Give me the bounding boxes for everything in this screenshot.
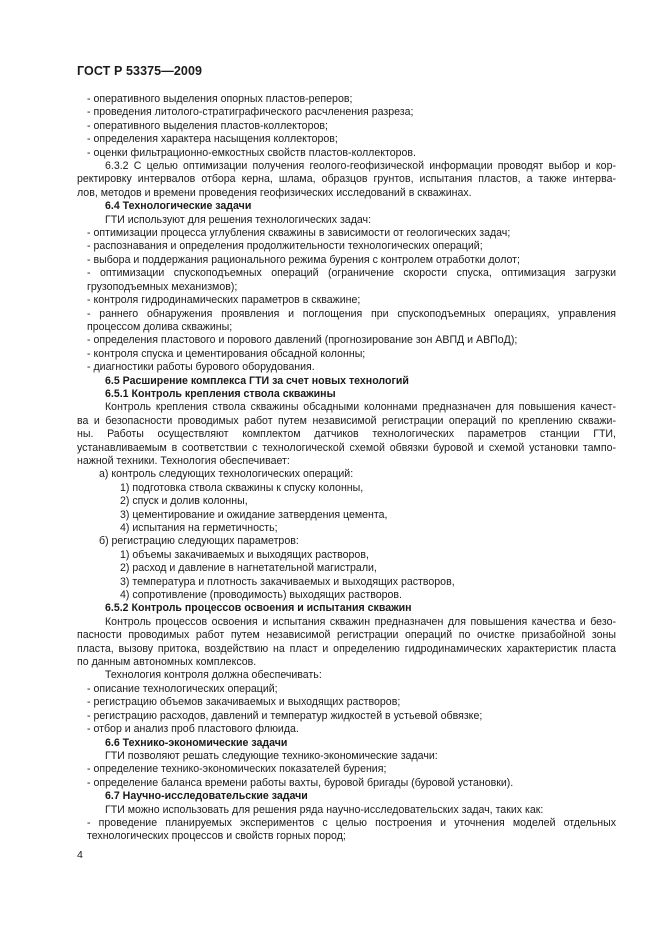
list-item: 1) подготовка ствола скважины к спуску колонны, <box>120 481 364 494</box>
text-line: технологических процессов и свойств горных пород; <box>87 830 346 843</box>
text-line: ГТИ позволяют решать следующие технико-экономические задачи: <box>105 749 438 762</box>
list-item: 2) спуск и долив колонны, <box>120 495 248 508</box>
text-line: - отбор и анализ проб пластового флюида. <box>87 723 299 736</box>
text-line: ГТИ можно использовать для решения ряда научно-исследовательских задач, таких как: <box>105 803 544 816</box>
text-line: - оперативного выделения пластов-коллекторов; <box>87 119 328 132</box>
list-item: 4) сопротивление (проводимость) выходящих растворов. <box>120 589 402 602</box>
list-item: 2) расход и давление в нагнетательной магистрали, <box>120 562 377 575</box>
page-number: 4 <box>77 849 83 861</box>
section-heading: 6.5 Расширение комплекса ГТИ за счет новых технологий <box>105 374 409 387</box>
text-line: пасности проводимых работ путем независимой регистрации операций по очистке призабойной зоны <box>77 629 616 642</box>
section-heading: 6.6 Технико-экономические задачи <box>105 736 288 749</box>
text-line: устанавливаемым в соответствии с технологической схемой обвязки буровой и схемой установки тампо- <box>77 441 616 454</box>
text-line: - регистрацию расходов, давлений и температур жидкостей в устьевой обвязке; <box>87 709 483 722</box>
text-line: нажной техники. Технология обеспечивает: <box>77 454 290 467</box>
text-line: Контроль процессов освоения и испытания скважин предназначен для повышения качества и безо- <box>105 615 616 628</box>
text-line: ГТИ используют для решения технологических задач: <box>105 213 372 226</box>
text-line: по данным автономных комплексов. <box>77 656 257 669</box>
text-line: - определение технико-экономических показателей бурения; <box>87 763 387 776</box>
list-item: 1) объемы закачиваемых и выходящих растворов, <box>120 548 369 561</box>
list-item: 4) испытания на герметичность; <box>120 522 278 534</box>
list-item: 3) температура и плотность закачиваемых и выходящих растворов, <box>120 575 455 588</box>
text-line: лов, методов и времени проведения геофизических исследований в скважинах. <box>77 186 472 199</box>
text-line: - оптимизации процесса углубления скважины в зависимости от геологических задач; <box>87 227 511 240</box>
text-line: - определение баланса времени работы вахты, буровой бригады (буровой установки). <box>87 776 514 789</box>
section-heading: 6.5.2 Контроль процессов освоения и испытания скважин <box>105 602 412 615</box>
section-heading: 6.4 Технологические задачи <box>105 200 252 213</box>
text-line: - проведения литолого-стратиграфического расчленения разреза; <box>87 106 414 119</box>
text-line: - контроля гидродинамических параметров в скважине; <box>87 294 361 307</box>
text-line: - оптимизации спускоподъемных операций (ограничение скорости спуска, оптимизация загрузки <box>87 267 616 280</box>
text-line: - раннего обнаружения проявления и поглощения при спускоподъемных операциях, управления <box>87 307 616 320</box>
list-item: а) контроль следующих технологических операций: <box>99 468 354 481</box>
list-item: 3) цементирование и ожидание затвердения цемента, <box>120 508 388 521</box>
text-line: пласта, вызову притока, воздействию на пласт и определению гидродинамических характеристик пласта <box>77 642 616 655</box>
text-line: - диагностики работы бурового оборудования. <box>87 361 315 374</box>
text-line: - оценки фильтрационно-емкостных свойств пластов-коллекторов. <box>87 146 416 159</box>
text-line: грузоподъемных механизмов); <box>87 280 238 293</box>
document-header: ГОСТ Р 53375—2009 <box>77 64 203 78</box>
document-body <box>77 93 616 844</box>
text-line: ва и безопасности проводимых работ путем независимой регистрации операций по креплению скважи- <box>77 414 616 427</box>
text-line: - определения пластового и порового давлений (прогнозирование зон АВПД и АВПоД); <box>87 334 518 347</box>
text-line: - проведение планируемых экспериментов с целью построения и уточнения моделей отдельных <box>87 816 616 829</box>
text-line: - контроля спуска и цементирования обсадной колонны; <box>87 347 366 360</box>
text-line: - регистрацию объемов закачиваемых и выходящих растворов; <box>87 696 401 709</box>
text-line: процессом долива скважины; <box>87 320 233 333</box>
text-line: - оперативного выделения опорных пластов-реперов; <box>87 93 353 105</box>
section-heading: 6.7 Научно-исследовательские задачи <box>105 790 308 803</box>
text-line: ректировку интервалов отбора керна, шлама, образцов грунтов, испытания пластов, а также интерва- <box>77 173 616 186</box>
list-item: б) регистрацию следующих параметров: <box>99 535 299 548</box>
section-heading: 6.5.1 Контроль крепления ствола скважины <box>105 387 336 400</box>
text-line: Технология контроля должна обеспечивать: <box>105 669 322 682</box>
text-line: - описание технологических операций; <box>87 682 278 695</box>
text-line: 6.3.2 С целью оптимизации получения геолого-геофизической информации проводят выбор и кор- <box>105 160 616 173</box>
text-line: ны. Работы осуществляют комплектом датчиков технологических параметров станции ГТИ, <box>77 428 616 441</box>
text-line: Контроль крепления ствола скважины обсадными колоннами предназначен для повышения качест- <box>105 401 616 414</box>
text-line: - выбора и поддержания рационального режима бурения с контролем отработки долот; <box>87 253 520 266</box>
text-line: - определения характера насыщения коллекторов; <box>87 133 338 146</box>
text-line: - распознавания и определения продолжительности технологических операций; <box>87 240 483 253</box>
